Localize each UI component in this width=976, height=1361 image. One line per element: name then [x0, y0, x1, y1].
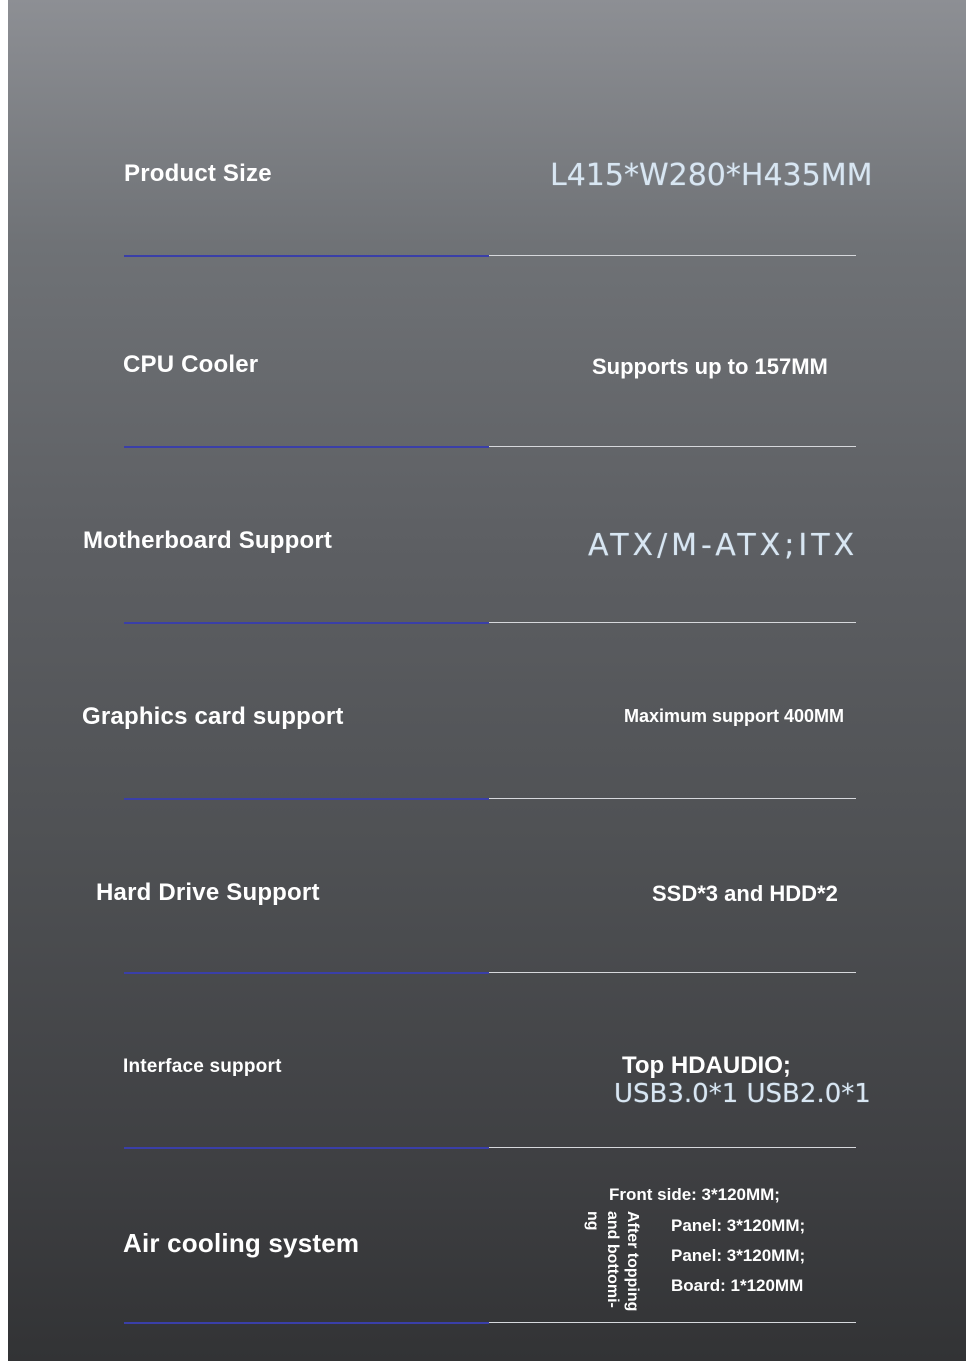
spec-value-motherboard-support: ATX/M-ATX;ITX [588, 528, 859, 563]
spec-value-interface-line2: USB3.0*1 USB2.0*1 [614, 1079, 871, 1109]
spec-value-panel-1: Panel: 3*120MM; [671, 1216, 806, 1235]
spec-value-front-side: Front side: 3*120MM; [609, 1185, 780, 1204]
spec-value-board: Board: 1*120MM [671, 1276, 804, 1295]
spec-value-panel-2: Panel: 3*120MM; [671, 1246, 806, 1265]
spec-divider [124, 1322, 856, 1324]
spec-label-hard-drive-support: Hard Drive Support [96, 879, 320, 906]
spec-value-hard-drive-support: SSD*3 and HDD*2 [652, 881, 838, 906]
vertical-text-line1: After topping [624, 1211, 641, 1312]
spec-label-product-size: Product Size [124, 160, 272, 187]
spec-value-graphics-card-support: Maximum support 400MM [624, 706, 845, 726]
spec-label-motherboard-support: Motherboard Support [83, 527, 333, 554]
spec-divider [124, 1147, 856, 1149]
spec-value-product-size: L415*W280*H435MM [550, 158, 873, 193]
spec-divider [124, 446, 856, 448]
spec-label-graphics-card-support: Graphics card support [82, 703, 344, 730]
spec-divider [124, 255, 856, 257]
spec-divider [124, 622, 856, 624]
spec-value-after-topping-vertical [582, 1211, 642, 1311]
spec-panel [8, 0, 966, 1361]
spec-label-cpu-cooler: CPU Cooler [123, 351, 259, 378]
vertical-text-line2: and bottomi- [604, 1211, 621, 1308]
spec-divider [124, 798, 856, 800]
spec-label-interface-support: Interface support [123, 1056, 282, 1077]
vertical-text-line3: ng [584, 1211, 601, 1231]
spec-label-air-cooling-system: Air cooling system [123, 1228, 360, 1258]
spec-divider [124, 972, 856, 974]
spec-value-cpu-cooler: Supports up to 157MM [592, 354, 828, 379]
spec-value-interface-line1: Top HDAUDIO; [622, 1052, 791, 1079]
